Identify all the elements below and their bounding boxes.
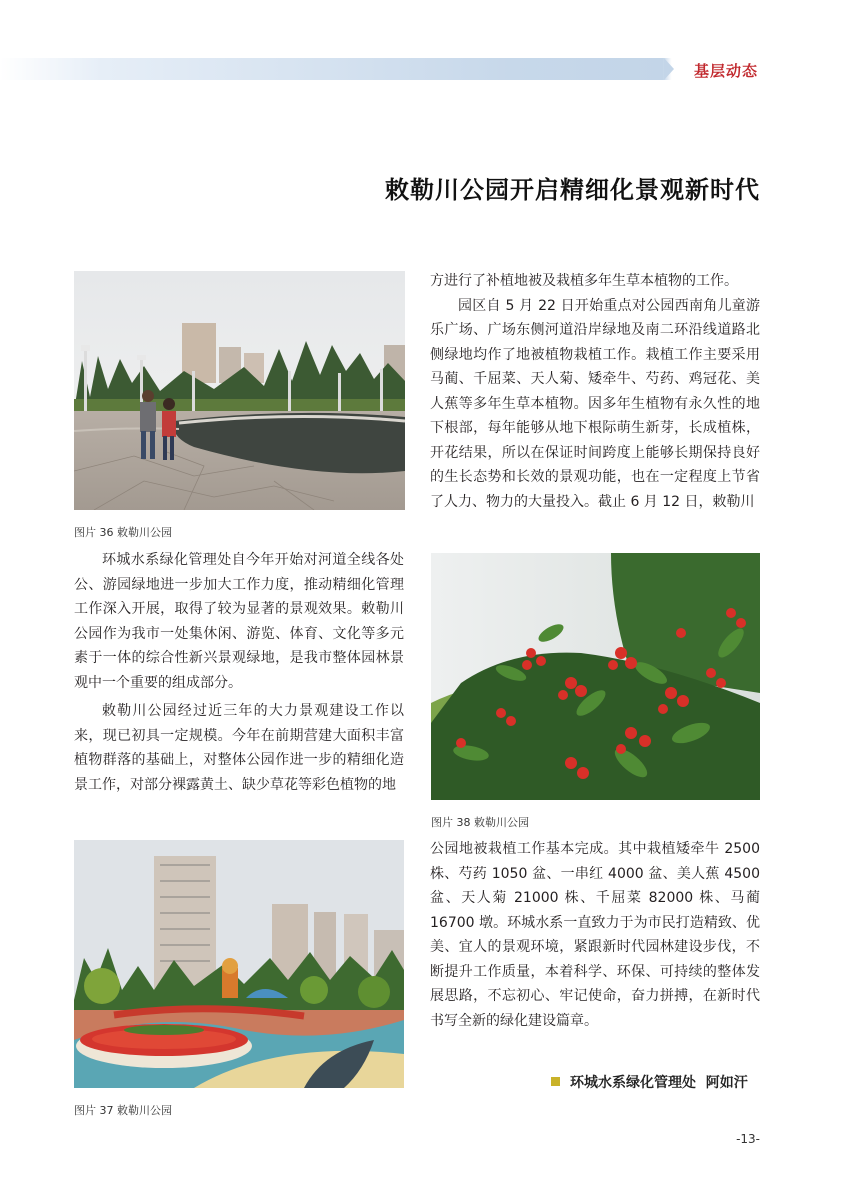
author-marker bbox=[551, 1077, 560, 1086]
figure-38-caption: 图片 38 敕勒川公园 bbox=[431, 816, 529, 829]
author-name: 环城水系绿化管理处 阿如汗 bbox=[570, 1075, 748, 1091]
right-column-text-bottom bbox=[430, 837, 760, 1033]
paragraph: 敕勒川公园经过近三年的大力景观建设工作以来，现已初具一定规模。今年在前期营建大面积丰富植物群落的基础上，对整体公园作进一步的精细化造景工作，对部分裸露黄土、缺少草花等彩色植物的地 bbox=[74, 703, 404, 793]
article-title: 敕勒川公园开启精细化景观新时代 bbox=[385, 176, 760, 204]
paragraph: 园区自 5 月 22 日开始重点对公园西南角儿童游乐广场、广场东侧河道沿岸绿地及南二环沿线道路北侧绿地均作了地被植物栽植工作。栽植工作主要采用马蔺、千屈菜、天人菊、矮牵牛、芍药、鸡冠花、美人蕉等多年生草本植物。因多年生植物有永久性的地下根部，每年能够从地下根际萌生新芽，长成植株，开花结果，所以在保证时间跨度上能够长期保持良好的生长态势和长效的景观功能，也在一定程度上节省了人力、物力的大量投入。截止 6 月 12 日，敕勒川 bbox=[430, 297, 760, 510]
figure-36-caption: 图片 36 敕勒川公园 bbox=[74, 526, 172, 539]
section-tag: 基层动态 bbox=[693, 62, 758, 80]
figure-38-photo bbox=[431, 553, 760, 800]
right-column-text-top bbox=[430, 269, 760, 514]
paragraph: 环城水系绿化管理处自今年开始对河道全线各处公、游园绿地进一步加大工作力度，推动精细化管理工作深入开展，取得了较为显著的景观效果。敕勒川公园作为我市一处集休闲、游览、体育、文化等多元素于一体的综合性新兴景观绿地，是我市整体园林景观中一个重要的组成部分。 bbox=[74, 552, 404, 691]
figure-36-photo bbox=[74, 271, 405, 510]
figure-37-photo bbox=[74, 840, 404, 1088]
figure-37-caption: 图片 37 敕勒川公园 bbox=[74, 1104, 172, 1117]
paragraph: 公园地被栽植工作基本完成。其中栽植矮牵牛 2500 株、芍药 1050 盆、一串红 4000 盆、美人蕉 4500 盆、天人菊 21000 株、千屈菜 82000 株、马蔺 16700 墩。环城水系一直致力于为市民打造精致、优美、宜人的景观环境，紧跟新时代园林建设步伐，不断提升工作质量，本着科学、环保、可持续的整体发展思路，不忘初心、牢记使命，奋力拼搏，在新时代书写全新的绿化建设篇章。 bbox=[430, 841, 760, 1029]
article-author bbox=[551, 1072, 748, 1092]
left-column-text bbox=[74, 548, 404, 797]
paragraph: 方进行了补植地被及栽植多年生草本植物的工作。 bbox=[430, 273, 738, 289]
header-bar-notch bbox=[664, 58, 674, 80]
page-number: -13- bbox=[736, 1132, 760, 1146]
